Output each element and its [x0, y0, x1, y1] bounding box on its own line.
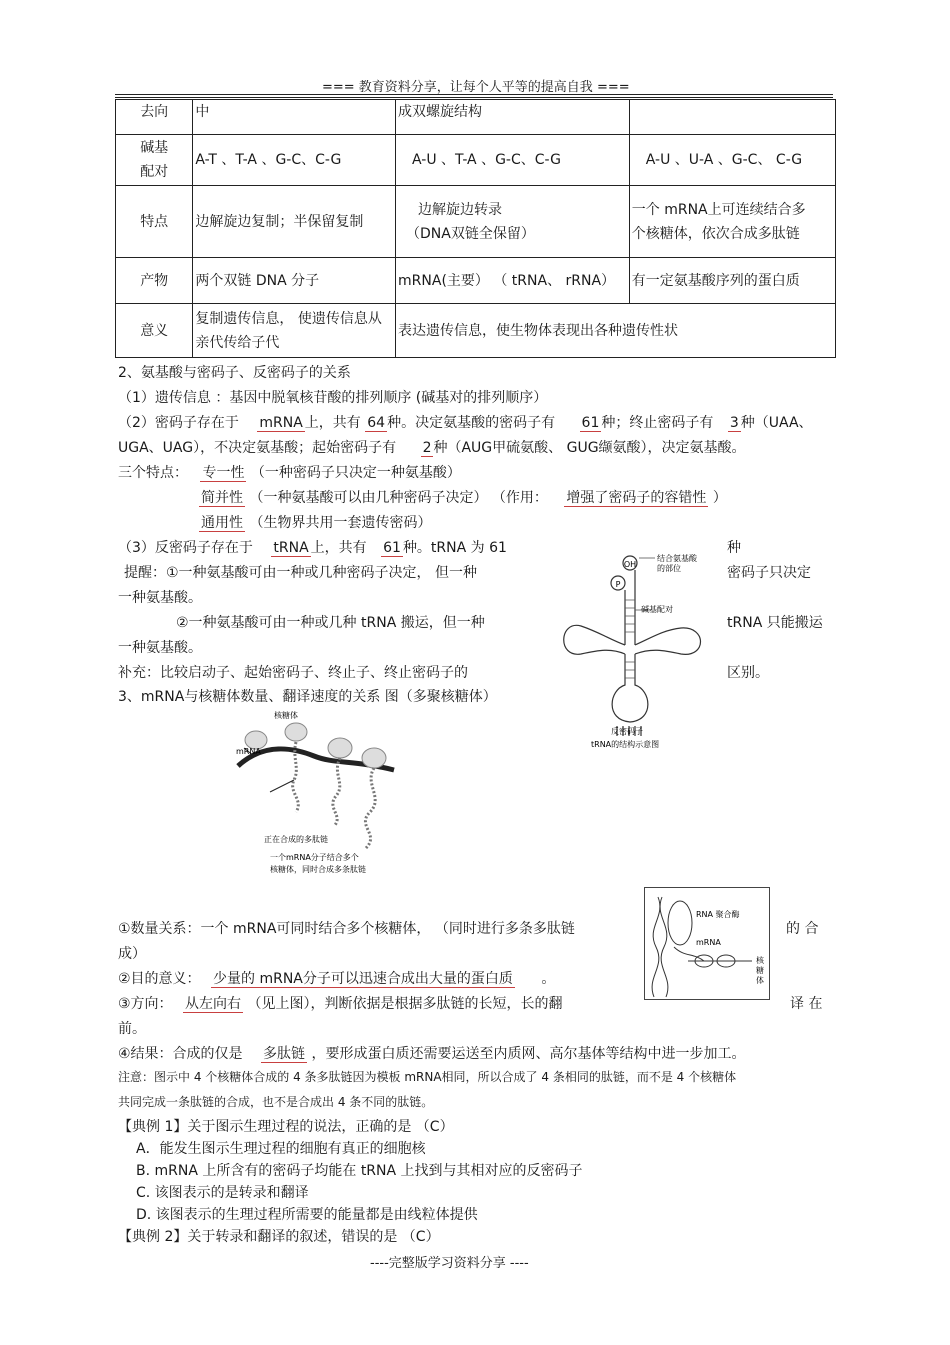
oh-label: OH [623, 560, 637, 569]
option-d: D. 该图表示的生理过程所需要的能量都是由线粒体提供 [136, 1207, 478, 1223]
cell: 表达遗传信息，使生物体表现出各种遗传性状 [396, 304, 836, 358]
text-line: 成） [118, 946, 146, 962]
text-line: （3）反密码子存在于 tRNA 上，共有 61 种。tRNA 为 61 [118, 540, 507, 556]
base-pair-label: 碱基配对 [641, 605, 673, 614]
example-title: 【典例 1】关于图示生理过程的说法，正确的是 （C） [118, 1119, 454, 1135]
answer-blank: 专一性 [202, 465, 245, 481]
ribosome-label: 核 [756, 956, 764, 965]
mrna-label: mRNA [696, 938, 721, 947]
cell-line: 个核糖体，依次合成多肽链 [631, 225, 800, 242]
cell: 中 [193, 100, 396, 135]
text-line: 补充：比较启动子、起始密码子、终止子、终止密码子的 [118, 665, 468, 681]
row-label: 碱基 配对 [116, 135, 193, 186]
text-line: ④结果：合成的仅是 多肽链 ，要形成蛋白质还需要运送至内质网、高尔基体等结构中进一步加工。 [118, 1046, 746, 1062]
option-c: C. 该图表示的是转录和翻译 [136, 1185, 309, 1201]
header-rule [115, 94, 833, 95]
cell: 成双螺旋结构 [396, 100, 630, 135]
answer-blank: 多肽链 [263, 1046, 306, 1062]
text-line: 种 [727, 540, 741, 556]
row-label: 产物 [116, 258, 193, 304]
text-line: 一种氨基酸。 [118, 640, 202, 656]
text-line: 的 合 [786, 921, 819, 937]
text-line: （2）密码子存在于 mRNA 上，共有 64 种。决定氨基酸的密码子有 61 种；终止密码子有 3 种（UAA、 [118, 415, 813, 431]
cell [629, 186, 835, 258]
text-line: 简并性 （一种氨基酸可以由几种密码子决定） （作用： 增强了密码子的容错性 ） [201, 490, 727, 506]
polyribosome-diagram [234, 708, 398, 878]
answer-blank: 61 [383, 540, 401, 556]
answer-blank: 少量的 mRNA分子可以迅速合成出大量的蛋白质 [213, 971, 513, 987]
example-title: 【典例 2】关于转录和翻译的叙述，错误的是 （C） [118, 1229, 440, 1245]
text-line: tRNA 只能搬运 [727, 615, 823, 631]
note-line: 共同完成一条肽链的合成，也不是合成出 4 条不同的肽链。 [118, 1095, 434, 1109]
text-line: （1）遗传信息 ：基因中脱氧核苷酸的排列顺序 (碱基对的排列顺序） [118, 390, 548, 406]
anticodon-label: 反密码子 [611, 727, 643, 736]
answer-blank: 增强了密码子的容错性 [566, 490, 707, 506]
option-b: B. mRNA 上所含有的密码子均能在 tRNA 上找到与其相对应的反密码子 [136, 1163, 583, 1179]
answer-blank: 2 [422, 440, 432, 456]
transcription-translation-figure [644, 887, 770, 1000]
figure-caption: 一个mRNA分子结合多个 [270, 853, 359, 862]
trna-structure-diagram [551, 550, 713, 755]
page-header: === 教育资料分享，让每个人平等的提高自我 === [322, 80, 630, 95]
option-a: A．能发生图示生理过程的细胞有真正的细胞核 [136, 1141, 426, 1157]
table-row [116, 100, 836, 135]
cell: A-T 、T-A 、G-C、C-G [193, 135, 396, 186]
header-rule-2 [115, 97, 833, 98]
cell: A-U 、U-A 、G-C、 C-G [629, 135, 835, 186]
rna-polymerase-label: RNA 聚合酶 [696, 910, 740, 919]
cell-line: 一个 mRNA上可连续结合多 [631, 201, 806, 218]
table-row [116, 258, 836, 304]
answer-blank: 61 [581, 415, 600, 431]
text-line: ③方向： 从左向右 （见上图），判断依据是根据多肽链的长短，长的翻 [118, 996, 563, 1012]
row-label: 特点 [116, 186, 193, 258]
answer-blank: tRNA [273, 540, 309, 556]
answer-blank: 简并性 [201, 490, 243, 506]
cell: mRNA(主要） （ tRNA、 rRNA） [396, 258, 630, 304]
table-row [116, 135, 836, 186]
cell [193, 304, 396, 358]
polyribosome-figure [234, 708, 398, 878]
binding-site-label: 结合氨基酸 [657, 554, 697, 563]
mrna-label: mRNA [236, 747, 261, 756]
cell-line: （DNA双链全保留） [406, 225, 535, 242]
answer-blank: mRNA [259, 415, 303, 431]
ribosome-label-2: 糖 [756, 966, 764, 975]
answer-blank: 64 [367, 415, 386, 431]
p-label: P [615, 580, 621, 589]
figure-caption-2: 核糖体，同时合成多条肽链 [270, 865, 366, 874]
page-footer: ----完整版学习资料分享 ---- [370, 1256, 529, 1271]
cell: 有一定氨基酸序列的蛋白质 [629, 258, 835, 304]
text-line: ②目的意义： 少量的 mRNA分子可以迅速合成出大量的蛋白质 。 [118, 971, 556, 987]
comparison-table [115, 99, 836, 358]
ribosome-label-3: 体 [756, 976, 764, 985]
text-line: ②一种氨基酸可由一种或几种 tRNA 搬运，但一种 [176, 615, 485, 631]
trna-figure [551, 550, 713, 755]
text-line: 提醒：①一种氨基酸可由一种或几种密码子决定， 但一种 [124, 565, 477, 581]
cell: A-U 、T-A 、G-C、C-G [396, 135, 630, 186]
text-line: 通用性 （生物界共用一套遗传密码） [201, 515, 432, 531]
table-row [116, 186, 836, 258]
answer-blank: 3 [729, 415, 739, 431]
table-row [116, 304, 836, 358]
cell: 边解旋边复制；半保留复制 [193, 186, 396, 258]
row-label: 意义 [116, 304, 193, 358]
binding-site-label-2: 的部位 [657, 564, 681, 573]
note-line: 注意：图示中 4 个核糖体合成的 4 条多肽链因为模板 mRNA相同，所以合成了 4 条相同的肽链，而不是 4 个核糖体 [118, 1070, 737, 1084]
cell-line: 复制遗传信息， 使遗传信息从 [195, 310, 382, 327]
cell: 两个双链 DNA 分子 [193, 258, 396, 304]
text-line: 密码子只决定 [727, 565, 811, 581]
ribosome-label: 核糖体 [274, 711, 298, 720]
text-line: 一种氨基酸。 [118, 590, 202, 606]
cell [396, 186, 630, 258]
text-line: 前。 [118, 1021, 146, 1037]
answer-blank: 从左向右 [185, 996, 242, 1012]
text-line: UGA、UAG），不决定氨基酸；起始密码子有 2 种（AUG甲硫氨酸、 GUG缬氨酸），决定氨基酸。 [118, 440, 746, 456]
polypeptide-label: 正在合成的多肽链 [264, 835, 328, 844]
figure-caption: tRNA的结构示意图 [591, 740, 660, 749]
section-title: 3、mRNA与核糖体数量、翻译速度的关系 图（多聚核糖体） [118, 689, 497, 705]
text-line: 三个特点： 专一性 （一种密码子只决定一种氨基酸） [118, 465, 461, 481]
text-line: ①数量关系：一个 mRNA可同时结合多个核糖体， （同时进行多条多肽链 [118, 921, 575, 937]
text-line: 区别。 [727, 665, 769, 681]
text-line: 译 在 [790, 996, 823, 1012]
row-label: 去向 [116, 100, 193, 135]
transcription-translation-diagram [644, 887, 770, 1000]
answer-blank: 通用性 [201, 515, 243, 531]
section-title: 2、氨基酸与密码子、反密码子的关系 [118, 365, 351, 381]
cell [629, 100, 835, 135]
cell-line: 边解旋边转录 [418, 201, 503, 218]
cell-line: 亲代传给子代 [195, 334, 280, 351]
